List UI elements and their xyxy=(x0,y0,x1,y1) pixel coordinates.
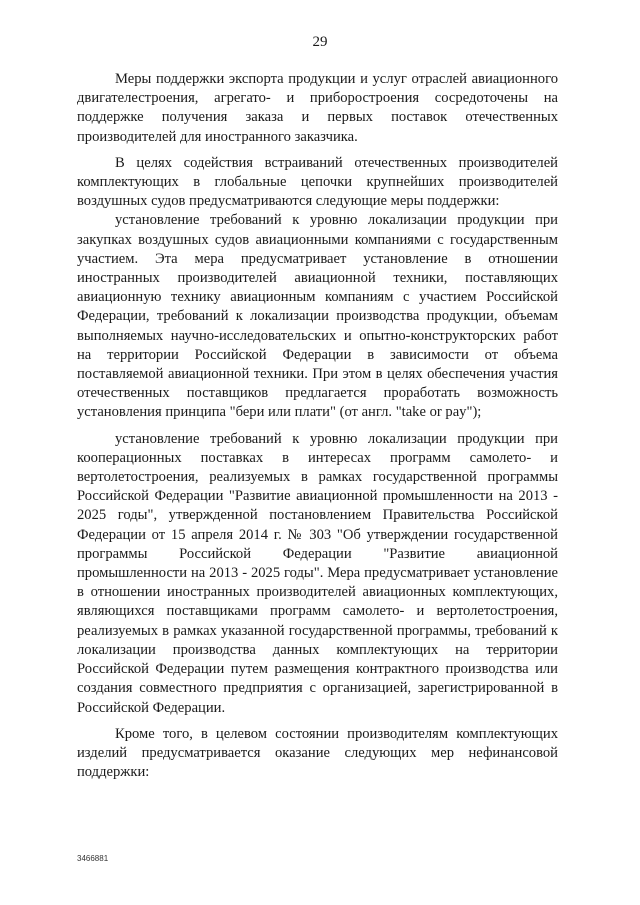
document-body xyxy=(77,70,558,782)
paragraph-localization-cooperative-supplies: установление требований к уровню локализации продукции при кооперационных поставках в интересах программ самолето- и вертолетостроения, реализуемых в рамках государственной программы Российской Федерации "Развитие авиационной промышленности на 2013 - 2025 годы", утвержденной постановлением Правительства Российской Федерации от 15 апреля 2014 г. № 303 "Об утверждении государственной программы Российской Федерации "Развитие авиационной промышленности на 2013 - 2025 годы". Мера предусматривает установление в отношении иностранных производителей авиационных комплектующих, являющихся поставщиками программ самолето- и вертолетостроения, реализуемых в рамках указанной государственной программы, требований к локализации производства данных комплектующих на территории Российской Федерации путем размещения контрактного производства или создания совместного предприятия с организацией, зарегистрированной в Российской Федерации. xyxy=(77,430,558,716)
paragraph-export-support: Меры поддержки экспорта продукции и услуг отраслей авиационного двигателестроения, агрегато- и приборостроения сосредоточены на поддержке получения заказа и первых поставок отечественных производителей для иностранного заказчика. xyxy=(77,71,558,145)
paragraph-nonfinancial-support: Кроме того, в целевом состоянии производителям комплектующих изделий предусматривается оказание следующих мер нефинансовой поддержки: xyxy=(77,725,558,781)
page-number: 29 xyxy=(312,34,328,50)
document-id: 3466881 xyxy=(77,854,109,863)
paragraph-localization-aircraft-purchases: установление требований к уровню локализации продукции при закупках воздушных судов авиационными компаниями с государственным участием. Эта мера предусматривает установление в отношении иностранных производителей авиационной техники, поставляющих авиационную технику авиационным компаниям с участием Российской Федерации, требований к локализации производства продукции, объемам выполняемых научно-исследовательских и опытно-конструкторских работ на территории Российской Федерации в зависимости от объема поставляемой авиационной техники. При этом в целях обеспечения участия отечественных поставщиков предлагается проработать возможность установления принципа "бери или плати" (от англ. "take or pay"); xyxy=(77,212,558,421)
paragraph-integration-measures: В целях содействия встраиваний отечественных производителей комплектующих в глобальные цепочки крупнейших производителей воздушных судов предусматриваются следующие меры поддержки: xyxy=(77,154,558,210)
